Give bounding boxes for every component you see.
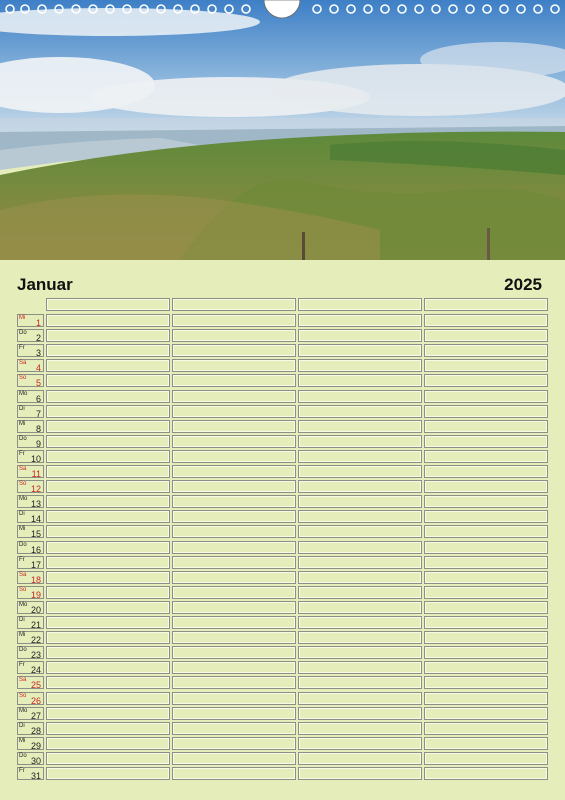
day-number: 3 bbox=[35, 348, 41, 359]
day-label-cell bbox=[17, 692, 44, 705]
entry-cell[interactable] bbox=[298, 495, 422, 508]
entry-cell[interactable] bbox=[172, 661, 296, 674]
entry-cell[interactable] bbox=[298, 510, 422, 523]
entry-cell[interactable] bbox=[298, 556, 422, 569]
entry-cell[interactable] bbox=[46, 571, 170, 584]
entry-cell[interactable] bbox=[46, 465, 170, 478]
entry-cell[interactable] bbox=[424, 737, 548, 750]
day-label-cell bbox=[17, 616, 44, 629]
weekday-label: So bbox=[19, 481, 27, 488]
weekday-label: Sa bbox=[19, 466, 27, 472]
entry-cell[interactable] bbox=[172, 556, 296, 569]
entry-cell[interactable] bbox=[424, 344, 548, 357]
entry-cell[interactable] bbox=[172, 676, 296, 689]
day-number: 5 bbox=[35, 378, 41, 389]
weekday-label: Mi bbox=[19, 632, 26, 639]
entry-cell[interactable] bbox=[172, 601, 296, 614]
day-label-cell bbox=[17, 556, 44, 569]
day-label-cell bbox=[17, 390, 44, 403]
entry-cell[interactable] bbox=[424, 495, 548, 508]
entry-cell[interactable] bbox=[298, 646, 422, 659]
entry-cell[interactable] bbox=[298, 374, 422, 387]
day-number: 14 bbox=[30, 514, 41, 525]
entry-cell[interactable] bbox=[172, 707, 296, 720]
day-number: 4 bbox=[35, 363, 41, 374]
day-label-cell bbox=[17, 450, 44, 463]
day-number: 26 bbox=[30, 695, 41, 706]
entry-cell[interactable] bbox=[46, 480, 170, 493]
entry-cell[interactable] bbox=[424, 374, 548, 387]
entry-cell[interactable] bbox=[298, 525, 422, 538]
entry-cell[interactable] bbox=[46, 390, 170, 403]
entry-cell[interactable] bbox=[46, 541, 170, 554]
weekday-label: Mo bbox=[19, 707, 28, 714]
entry-cell[interactable] bbox=[46, 601, 170, 614]
entry-cell[interactable] bbox=[46, 586, 170, 599]
weekday-label: Di bbox=[19, 617, 25, 623]
weekday-label: Mi bbox=[19, 420, 26, 427]
day-label-cell bbox=[17, 495, 44, 508]
entry-cell[interactable] bbox=[46, 495, 170, 508]
entry-cell[interactable] bbox=[424, 571, 548, 584]
entry-cell[interactable] bbox=[298, 737, 422, 750]
entry-cell[interactable] bbox=[172, 525, 296, 538]
day-label-cell bbox=[17, 420, 44, 433]
entry-cell[interactable] bbox=[424, 601, 548, 614]
weekday-label: Mo bbox=[19, 496, 28, 503]
day-number: 13 bbox=[30, 499, 41, 510]
weekday-label: Di bbox=[19, 722, 25, 729]
entry-cell[interactable] bbox=[298, 314, 422, 327]
entry-cell[interactable] bbox=[298, 722, 422, 735]
entry-cell[interactable] bbox=[298, 616, 422, 629]
entry-cell[interactable] bbox=[46, 692, 170, 705]
entry-cell[interactable] bbox=[424, 556, 548, 569]
entry-cell[interactable] bbox=[424, 314, 548, 327]
day-number: 22 bbox=[30, 635, 41, 646]
year-title: 2025 bbox=[504, 275, 542, 294]
weekday-label: Sa bbox=[19, 360, 27, 367]
entry-cell[interactable] bbox=[298, 359, 422, 372]
entry-cell[interactable] bbox=[424, 752, 548, 765]
day-number: 12 bbox=[30, 484, 41, 495]
spiral-binding bbox=[0, 0, 565, 20]
weekday-label: Mo bbox=[19, 390, 28, 397]
entry-cell[interactable] bbox=[172, 450, 296, 463]
entry-cell[interactable] bbox=[424, 420, 548, 433]
entry-cell[interactable] bbox=[172, 571, 296, 584]
column-header-cell bbox=[298, 298, 422, 311]
entry-cell[interactable] bbox=[46, 450, 170, 463]
column-header-cell bbox=[424, 298, 548, 311]
month-title: Januar bbox=[17, 275, 73, 294]
entry-cell[interactable] bbox=[172, 737, 296, 750]
day-label-cell bbox=[17, 676, 44, 689]
entry-cell[interactable] bbox=[298, 405, 422, 418]
day-label-cell bbox=[17, 480, 44, 493]
entry-cell[interactable] bbox=[172, 480, 296, 493]
entry-cell[interactable] bbox=[46, 752, 170, 765]
column-header-cell bbox=[46, 298, 170, 311]
entry-cell[interactable] bbox=[46, 616, 170, 629]
entry-cell[interactable] bbox=[424, 631, 548, 644]
day-label-cell bbox=[17, 465, 44, 478]
entry-cell[interactable] bbox=[298, 752, 422, 765]
entry-cell[interactable] bbox=[298, 465, 422, 478]
day-number: 8 bbox=[35, 423, 41, 434]
day-number: 29 bbox=[30, 740, 41, 751]
entry-cell[interactable] bbox=[298, 480, 422, 493]
entry-cell[interactable] bbox=[424, 661, 548, 674]
landscape-photo-graphic bbox=[0, 0, 565, 260]
weekday-label: Fr bbox=[19, 556, 25, 563]
entry-cell[interactable] bbox=[424, 525, 548, 538]
entry-cell[interactable] bbox=[46, 314, 170, 327]
weekday-label: Fr bbox=[19, 768, 25, 774]
day-label-cell bbox=[17, 541, 44, 554]
entry-cell[interactable] bbox=[424, 707, 548, 720]
entry-cell[interactable] bbox=[424, 692, 548, 705]
day-label-cell bbox=[17, 329, 44, 342]
day-number: 17 bbox=[30, 559, 41, 570]
day-number: 24 bbox=[30, 665, 41, 676]
weekday-label: Do bbox=[19, 435, 27, 442]
entry-cell[interactable] bbox=[298, 586, 422, 599]
entry-cell[interactable] bbox=[46, 676, 170, 689]
entry-cell[interactable] bbox=[424, 450, 548, 463]
entry-cell[interactable] bbox=[298, 601, 422, 614]
day-label-cell bbox=[17, 767, 44, 780]
weekday-label: Mi bbox=[19, 526, 26, 533]
entry-cell[interactable] bbox=[46, 420, 170, 433]
entry-cell[interactable] bbox=[424, 646, 548, 659]
entry-cell[interactable] bbox=[46, 722, 170, 735]
entry-cell[interactable] bbox=[172, 631, 296, 644]
entry-cell[interactable] bbox=[298, 541, 422, 554]
entry-cell[interactable] bbox=[424, 676, 548, 689]
entry-cell[interactable] bbox=[172, 435, 296, 448]
entry-cell[interactable] bbox=[46, 631, 170, 644]
entry-cell[interactable] bbox=[46, 405, 170, 418]
weekday-label: Mo bbox=[19, 601, 28, 608]
day-label-cell bbox=[17, 631, 44, 644]
entry-cell[interactable] bbox=[46, 525, 170, 538]
weekday-label: Mi bbox=[19, 737, 26, 744]
entry-cell[interactable] bbox=[172, 692, 296, 705]
day-label-cell bbox=[17, 374, 44, 387]
entry-cell[interactable] bbox=[172, 752, 296, 765]
entry-cell[interactable] bbox=[424, 359, 548, 372]
weekday-label: Do bbox=[19, 752, 27, 759]
day-number: 23 bbox=[30, 650, 41, 661]
entry-cell[interactable] bbox=[46, 344, 170, 357]
weekday-label: Do bbox=[19, 541, 27, 548]
day-label-cell bbox=[17, 737, 44, 750]
entry-cell[interactable] bbox=[298, 571, 422, 584]
column-header-cell bbox=[172, 298, 296, 311]
entry-cell[interactable] bbox=[298, 692, 422, 705]
entry-cell[interactable] bbox=[172, 405, 296, 418]
weekday-label: Di bbox=[19, 511, 25, 518]
day-number: 30 bbox=[30, 755, 41, 766]
day-number: 6 bbox=[35, 393, 41, 404]
entry-cell[interactable] bbox=[46, 359, 170, 372]
entry-cell[interactable] bbox=[172, 722, 296, 735]
day-label-cell bbox=[17, 435, 44, 448]
weekday-label: Sa bbox=[19, 677, 27, 684]
entry-cell[interactable] bbox=[46, 737, 170, 750]
entry-cell[interactable] bbox=[172, 646, 296, 659]
entry-cell[interactable] bbox=[424, 390, 548, 403]
day-label-cell bbox=[17, 722, 44, 735]
landscape-photo bbox=[0, 0, 565, 260]
entry-cell[interactable] bbox=[424, 586, 548, 599]
entry-cell[interactable] bbox=[172, 541, 296, 554]
day-number: 19 bbox=[30, 589, 41, 600]
entry-cell[interactable] bbox=[46, 556, 170, 569]
day-number: 25 bbox=[30, 680, 41, 691]
day-number: 20 bbox=[30, 604, 41, 615]
entry-cell[interactable] bbox=[298, 450, 422, 463]
day-number: 15 bbox=[30, 529, 41, 540]
day-label-cell bbox=[17, 405, 44, 418]
entry-cell[interactable] bbox=[424, 465, 548, 478]
entry-cell[interactable] bbox=[46, 646, 170, 659]
entry-cell[interactable] bbox=[46, 707, 170, 720]
entry-cell[interactable] bbox=[172, 314, 296, 327]
day-label-cell bbox=[17, 571, 44, 584]
entry-cell[interactable] bbox=[298, 390, 422, 403]
weekday-label: So bbox=[19, 692, 27, 699]
day-label-cell bbox=[17, 661, 44, 674]
entry-cell[interactable] bbox=[424, 722, 548, 735]
day-label-cell bbox=[17, 359, 44, 372]
entry-cell[interactable] bbox=[46, 767, 170, 780]
weekday-label: Fr bbox=[19, 450, 25, 457]
day-label-cell bbox=[17, 752, 44, 765]
entry-cell[interactable] bbox=[424, 541, 548, 554]
day-label-cell bbox=[17, 344, 44, 357]
entry-cell[interactable] bbox=[172, 390, 296, 403]
entry-cell[interactable] bbox=[424, 405, 548, 418]
entry-cell[interactable] bbox=[424, 616, 548, 629]
weekday-label: Di bbox=[19, 405, 25, 412]
entry-cell[interactable] bbox=[298, 420, 422, 433]
entry-cell[interactable] bbox=[172, 495, 296, 508]
day-label-cell bbox=[17, 314, 44, 327]
entry-cell[interactable] bbox=[298, 329, 422, 342]
day-label-cell bbox=[17, 707, 44, 720]
entry-cell[interactable] bbox=[172, 359, 296, 372]
entry-cell[interactable] bbox=[298, 344, 422, 357]
weekday-label: Fr bbox=[19, 345, 25, 352]
day-number: 31 bbox=[30, 771, 41, 781]
entry-cell[interactable] bbox=[172, 420, 296, 433]
day-number: 16 bbox=[30, 544, 41, 555]
weekday-label: Do bbox=[19, 647, 27, 654]
entry-cell[interactable] bbox=[424, 329, 548, 342]
entry-cell[interactable] bbox=[46, 374, 170, 387]
weekday-label: Fr bbox=[19, 662, 25, 669]
day-number: 11 bbox=[31, 469, 41, 479]
entry-cell[interactable] bbox=[46, 435, 170, 448]
entry-cell[interactable] bbox=[298, 631, 422, 644]
entry-cell[interactable] bbox=[172, 510, 296, 523]
entry-cell[interactable] bbox=[172, 329, 296, 342]
entry-cell[interactable] bbox=[46, 329, 170, 342]
weekday-label: Do bbox=[19, 330, 27, 337]
day-number: 9 bbox=[35, 438, 41, 449]
weekday-label: So bbox=[19, 586, 27, 593]
entry-cell[interactable] bbox=[298, 767, 422, 780]
day-number: 10 bbox=[30, 453, 41, 464]
entry-cell[interactable] bbox=[298, 676, 422, 689]
entry-cell[interactable] bbox=[172, 767, 296, 780]
entry-cell[interactable] bbox=[172, 616, 296, 629]
day-label-cell bbox=[17, 525, 44, 538]
day-label-cell bbox=[17, 510, 44, 523]
entry-cell[interactable] bbox=[46, 661, 170, 674]
entry-cell[interactable] bbox=[424, 435, 548, 448]
day-number: 27 bbox=[30, 710, 41, 721]
entry-cell[interactable] bbox=[424, 767, 548, 780]
day-number: 18 bbox=[30, 574, 41, 585]
entry-cell[interactable] bbox=[298, 707, 422, 720]
entry-cell[interactable] bbox=[46, 510, 170, 523]
entry-cell[interactable] bbox=[172, 586, 296, 599]
day-number: 7 bbox=[35, 408, 41, 419]
binding-holes-graphic bbox=[0, 0, 565, 20]
day-label-cell bbox=[17, 586, 44, 599]
entry-cell[interactable] bbox=[298, 435, 422, 448]
entry-cell[interactable] bbox=[424, 510, 548, 523]
day-number: 21 bbox=[30, 620, 41, 630]
entry-cell[interactable] bbox=[172, 344, 296, 357]
day-label-cell bbox=[17, 646, 44, 659]
day-number: 28 bbox=[30, 725, 41, 736]
entry-cell[interactable] bbox=[298, 661, 422, 674]
day-number: 2 bbox=[35, 333, 41, 344]
weekday-label: So bbox=[19, 375, 27, 382]
entry-cell[interactable] bbox=[172, 465, 296, 478]
entry-cell[interactable] bbox=[424, 480, 548, 493]
entry-cell[interactable] bbox=[172, 374, 296, 387]
weekday-label: Mi bbox=[19, 315, 26, 321]
day-label-cell bbox=[17, 601, 44, 614]
weekday-label: Sa bbox=[19, 571, 27, 578]
day-number: 1 bbox=[35, 318, 41, 328]
